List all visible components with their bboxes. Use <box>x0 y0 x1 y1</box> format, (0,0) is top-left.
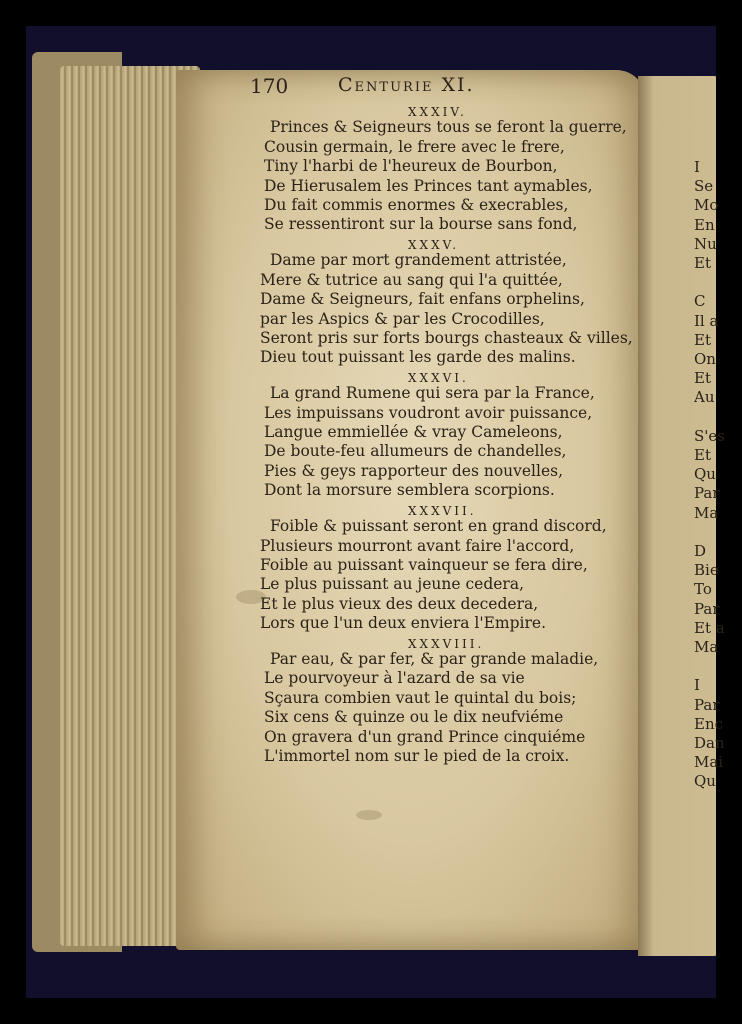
verse-line: Le plus puissant au jeune cedera, <box>260 575 525 594</box>
facing-page-fragment: Bie <box>694 563 719 579</box>
facing-page-fragment: Nu <box>694 236 717 252</box>
verse-line: Dont la morsure semblera scorpions. <box>264 481 555 500</box>
facing-page-fragment: Dan <box>694 736 725 751</box>
verse-line: Le pourvoyeur à l'azard de sa vie <box>264 669 525 688</box>
facing-page-fragment: S'es <box>694 428 725 444</box>
facing-page-fragment: Au <box>694 390 715 406</box>
quatrain-number: XXXV. <box>408 237 460 252</box>
facing-page-fragment: On <box>694 352 716 367</box>
facing-page-fragment: C <box>694 294 706 310</box>
verse-line: Seront pris sur forts bourgs chasteaux & villes, <box>260 328 633 347</box>
facing-page-fragment: Se <box>694 179 714 195</box>
facing-page-fragment: Et <box>694 371 711 387</box>
verse-line: Cousin germain, le frere avec le frere, <box>264 137 565 156</box>
verse-line: Lors que l'un deux enviera l'Empire. <box>260 614 547 633</box>
verse-line: Par eau, & par fer, & par grande maladie, <box>270 650 599 669</box>
facing-page-fragment: Et <box>694 332 711 348</box>
verse-line: Se ressentiront sur la bourse sans fond, <box>264 215 578 234</box>
facing-page-fragment: Et <box>694 448 711 463</box>
quatrain-number: XXXVIII. <box>408 636 485 651</box>
facing-page-fragment: Et <box>694 256 711 271</box>
running-head: Centurie XI. <box>338 74 475 96</box>
facing-page-fragment: Par <box>694 601 720 617</box>
verse-line: Dieu tout puissant les garde des malins. <box>260 348 576 367</box>
verse-line: Mere & tutrice au sang qui l'a quittée, <box>260 270 563 289</box>
facing-page-fragment: Par <box>694 697 720 713</box>
quatrain-number: XXXIV. <box>408 105 467 119</box>
facing-page-fragment: D <box>694 544 707 559</box>
verse-line: Plusieurs mourront avant faire l'accord, <box>260 536 575 555</box>
facing-page-fragment: Enc <box>694 716 724 732</box>
facing-page-fragment: En <box>694 217 715 233</box>
verse-line: Du fait commis enormes & execrables, <box>264 196 569 215</box>
verse-line: Dame & Seigneurs, fait enfans orphelins, <box>260 290 585 309</box>
page-header <box>250 74 580 100</box>
facing-page-fragment: Qu <box>694 467 716 483</box>
page-number: 170 <box>250 74 289 98</box>
facing-page-fragment: I <box>694 160 700 175</box>
facing-page-fragment: Ma <box>694 640 719 655</box>
verse-line: Les impuissans voudront avoir puissance, <box>264 403 593 422</box>
verse-line: De Hierusalem les Princes tant aymables, <box>264 176 593 195</box>
verse-line: Princes & Seigneurs tous se feront la guerre, <box>270 118 627 137</box>
verse-line: Tiny l'harbi de l'heureux de Bourbon, <box>264 157 558 176</box>
facing-page-fragment: Par <box>694 486 720 502</box>
verse-line: La grand Rumene qui sera par la France, <box>270 384 595 403</box>
facing-page-fragment: Mai <box>694 755 724 771</box>
verse-line: Sçaura combien vaut le quintal du bois; <box>264 688 577 707</box>
facing-page-fragment: To <box>694 582 712 598</box>
facing-page-fragment: Ma <box>694 505 719 521</box>
verse-line: De boute-feu allumeurs de chandelles, <box>264 442 567 461</box>
quatrain-number: XXXVII. <box>408 503 477 518</box>
verse-line: Dame par mort grandement attristée, <box>270 251 567 270</box>
facing-page-fragment: Qu <box>694 774 716 790</box>
verse-line: Pies & geys rapporteur des nouvelles, <box>264 461 564 480</box>
verse-line: Et le plus vieux des deux decedera, <box>260 594 539 613</box>
verse-line: par les Aspics & par les Crocodilles, <box>260 309 545 328</box>
verse-line: Foible au puissant vainqueur se fera dire, <box>260 555 588 574</box>
verse-line: Foible & puissant seront en grand discord, <box>270 517 607 536</box>
quatrain-number: XXXVI. <box>408 370 469 385</box>
facing-page-fragment: Et a <box>694 620 725 636</box>
verse-line: L'immortel nom sur le pied de la croix. <box>264 747 570 766</box>
paper-stain <box>356 810 382 820</box>
verse-line: Six cens & quinze ou le dix neufviéme <box>264 708 564 727</box>
facing-page-fragment: I <box>694 678 700 694</box>
facing-page-fragment: Il a <box>694 313 719 329</box>
verse-line: Langue emmiellée & vray Cameleons, <box>264 423 563 442</box>
facing-page-fragment: Mo <box>694 198 719 214</box>
verse-line: On gravera d'un grand Prince cinquiéme <box>264 727 586 746</box>
